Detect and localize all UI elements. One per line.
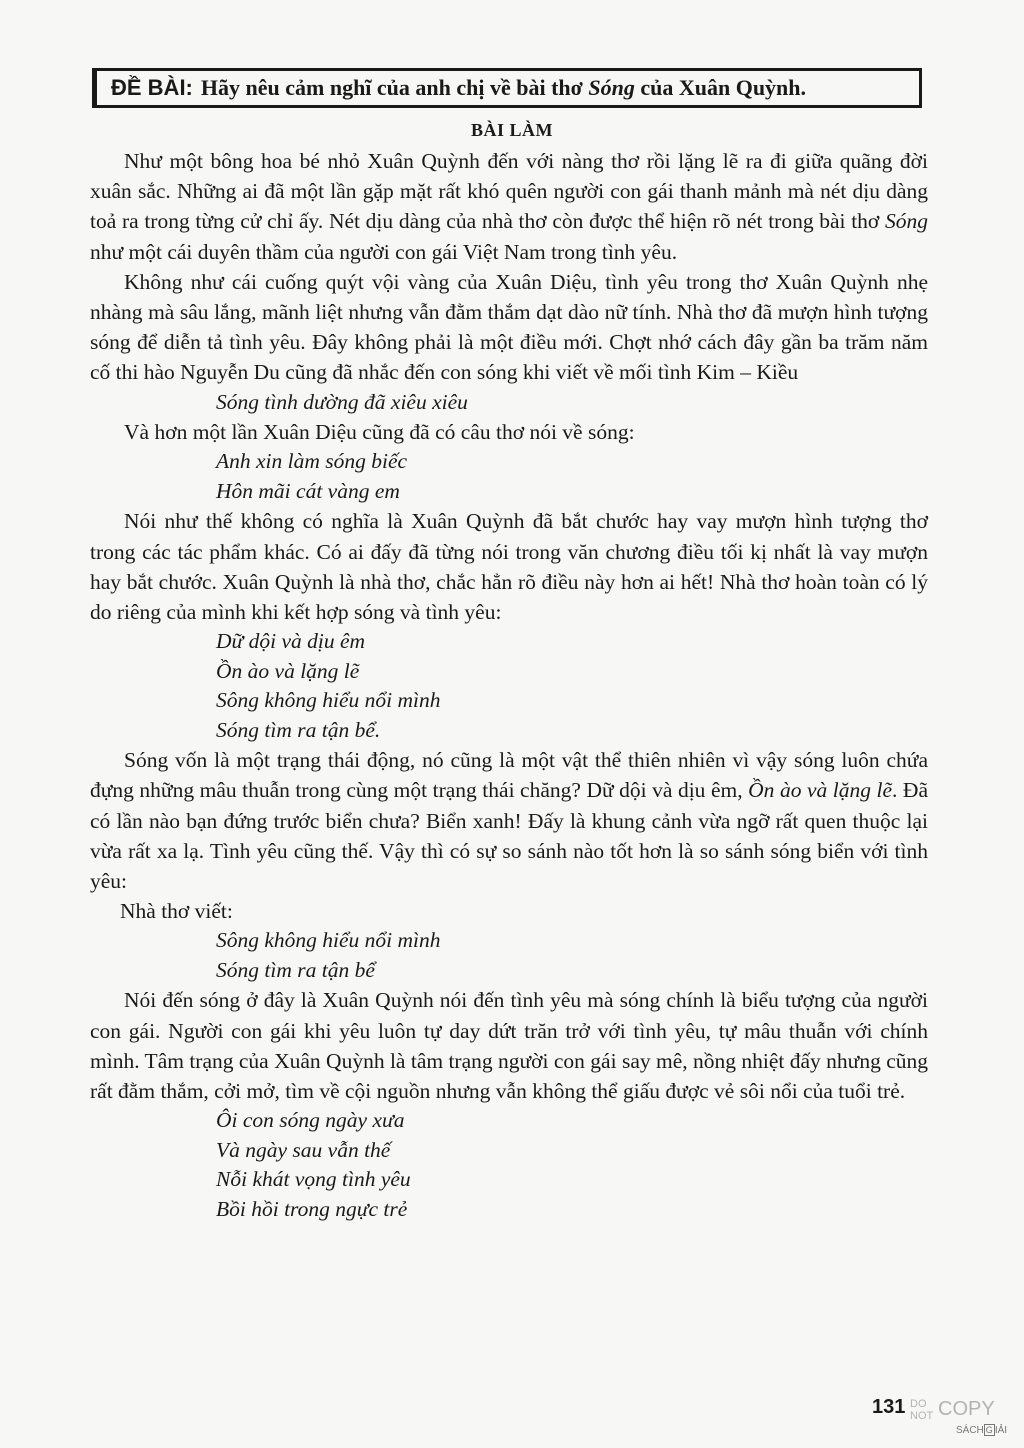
assignment-title-box bbox=[92, 68, 922, 108]
essay-body bbox=[90, 146, 928, 1224]
paragraph-7: Nói đến sóng ở đây là Xuân Quỳnh nói đến tình yêu mà sóng chính là biểu tượng của người con gái. Người con gái khi yêu luôn tự day dứt trăn trở với tình yêu, tự mâu thuẫn với chính mình. Tâm trạng của Xuân Quỳnh là tâm trạng người con gái say mê, nồng nhiệt đấy nhưng cũng rất đằm thắm, cởi mở, tìm về cội nguồn nhưng vẫn không thể giấu được vẻ sôi nổi của tuổi trẻ. bbox=[90, 988, 928, 1103]
poem-excerpt-4 bbox=[90, 926, 928, 985]
paragraph-6: Nhà thơ viết: bbox=[120, 899, 233, 924]
poem-line: Và ngày sau vẫn thế bbox=[216, 1137, 391, 1162]
poem-line: Nỗi khát vọng tình yêu bbox=[216, 1167, 411, 1192]
watermark-brand-g: G bbox=[985, 1425, 993, 1435]
poem-line: Hôn mãi cát vàng em bbox=[216, 478, 400, 503]
poem-excerpt-3 bbox=[90, 627, 928, 745]
section-heading: BÀI LÀM bbox=[470, 120, 553, 140]
paragraph-1-text-a: Như một bông hoa bé nhỏ Xuân Quỳnh đến với nàng thơ rồi lặng lẽ ra đi giữa quãng đời xuân sắc. Những ai đã một lần gặp mặt rất khó quên người con gái thanh mảnh mà nét dịu dàng toả ra trong từng cử chỉ ấy. Nét dịu dàng của nhà thơ còn được thể hiện rõ nét trong bài thơ bbox=[90, 149, 928, 234]
paragraph-5 bbox=[90, 745, 928, 896]
assignment-text-italic: Sóng bbox=[588, 75, 635, 100]
poem-line: Ôi con sóng ngày xưa bbox=[216, 1108, 405, 1133]
poem-excerpt-2 bbox=[90, 447, 928, 506]
poem-line: Sông không hiểu nổi mình bbox=[216, 928, 441, 953]
paragraph-5-text-a: Sóng vốn là một trạng thái động, nó cũng là một vật thể thiên nhiên vì vậy sóng luôn chứa đựng những mâu thuẫn trong cùng một trạng thái chăng? Dữ dội và dịu êm, bbox=[90, 748, 928, 803]
poem-excerpt-5 bbox=[90, 1106, 928, 1224]
poem-line: Sóng tìm ra tận bể. bbox=[216, 717, 381, 742]
paragraph-2: Không như cái cuống quýt vội vàng của Xuân Diệu, tình yêu trong thơ Xuân Quỳnh nhẹ nhàng mà sâu lắng, mãnh liệt nhưng vẫn đằm thắm dạt dào nữ tính. Nhà thơ đã mượn hình tượng sóng để diễn tả tình yêu. Đây không phải là một điều mới. Chợt nhớ cách đây gần ba trăm năm cố thi hào Nguyễn Du cũng đã nhắc đến con sóng khi viết về mối tình Kim – Kiều bbox=[90, 269, 928, 385]
paragraph-1-text-b: như một cái duyên thầm của người con gái Việt Nam trong tình yêu. bbox=[90, 239, 678, 264]
watermark-do: DO bbox=[910, 1398, 927, 1410]
watermark-copy: COPY bbox=[938, 1398, 995, 1420]
watermark-brand-sach: SÁCH bbox=[956, 1425, 984, 1436]
poem-line: Sông không hiểu nổi mình bbox=[216, 688, 441, 713]
paragraph-5-italic: Ồn ào và lặng lẽ bbox=[748, 778, 893, 803]
paragraph-4: Nói như thế không có nghĩa là Xuân Quỳnh đã bắt chước hay vay mượn hình tượng thơ trong các tác phẩm khác. Có ai đấy đã từng nói trong văn chương điều tối kị nhất là vay mượn hay bắt chước. Xuân Quỳnh là nhà thơ, chắc hẳn rõ điều này hơn ai hết! Nhà thơ hoàn toàn có lý do riêng của mình khi kết hợp sóng và tình yêu: bbox=[90, 509, 928, 624]
paragraph-1-italic: Sóng bbox=[885, 209, 928, 234]
watermark-brand bbox=[956, 1424, 1007, 1436]
poem-line: Dữ dội và dịu êm bbox=[216, 629, 366, 654]
poem-line: Sóng tình dường đã xiêu xiêu bbox=[216, 389, 468, 414]
paragraph-5-text-b: . Đã có lần nào bạn đứng trước biển chưa? Biển xanh! Đấy là khung cảnh vừa ngỡ rất quen thuộc lại vừa rất xa lạ. Tình yêu cũng thế. Vậy thì có sự so sánh nào tốt hơn là so sánh sóng biển với tình yêu: bbox=[90, 778, 928, 893]
paragraph-1 bbox=[90, 146, 928, 267]
watermark-not: NOT bbox=[910, 1410, 934, 1422]
assignment-label: ĐỀ BÀI: bbox=[111, 75, 193, 100]
poem-line: Anh xin làm sóng biếc bbox=[216, 449, 408, 474]
poem-excerpt-1 bbox=[90, 388, 928, 418]
watermark-brand-giai: IẢI bbox=[994, 1425, 1008, 1436]
poem-line: Sóng tìm ra tận bể bbox=[216, 957, 375, 982]
assignment-text-post: của Xuân Quỳnh. bbox=[640, 75, 807, 100]
poem-line: Bồi hồi trong ngực trẻ bbox=[216, 1196, 408, 1221]
page-number: 131 bbox=[872, 1396, 906, 1418]
do-not-copy-watermark bbox=[908, 1398, 1014, 1442]
paragraph-3: Và hơn một lần Xuân Diệu cũng đã có câu thơ nói về sóng: bbox=[124, 420, 635, 445]
assignment-text-pre: Hãy nêu cảm nghĩ của anh chị về bài thơ bbox=[200, 75, 583, 100]
poem-line: Ồn ào và lặng lẽ bbox=[216, 658, 360, 683]
